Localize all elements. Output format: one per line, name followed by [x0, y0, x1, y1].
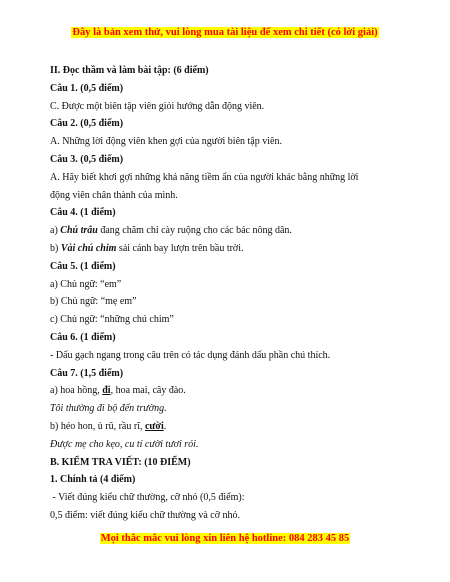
question-7-b-rest: . [163, 420, 167, 432]
question-1-label: Câu 1. (0,5 điểm) [50, 82, 124, 94]
dictation-criterion-1: - Viết đúng kiểu chữ thường, cỡ nhỏ (0,5 điểm): [50, 492, 245, 504]
question-7-label: Câu 7. (1,5 điểm) [50, 367, 124, 379]
question-2-answer: A. Những lời động viên khen gợi của người biên tập viên. [50, 136, 282, 148]
question-7-answer-b [50, 418, 405, 436]
preview-notice-text: Đây là bản xem thử, vui lòng mua tài liệu để xem chi tiết (có lời giải) [72, 27, 378, 38]
question-4-answer-a [50, 222, 405, 240]
hotline-notice-text: Mọi thắc mắc vui lòng xin liên hệ hotline: 084 283 45 85 [100, 533, 350, 544]
question-5-answer-c: c) Chủ ngữ: “những chú chim” [50, 314, 174, 326]
question-1-answer: C. Được một biên tập viên giỏi hướng dẫn động viên. [50, 100, 265, 112]
question-2-label: Câu 2. (0,5 điểm) [50, 118, 124, 130]
question-5-answer-b: b) Chủ ngữ: “mẹ em” [50, 296, 137, 308]
question-4-b-prefix: b) [50, 242, 61, 254]
question-7-answer-a [50, 382, 405, 400]
question-6-label: Câu 6. (1 điểm) [50, 331, 116, 343]
preview-notice [0, 27, 450, 38]
hotline-notice [0, 533, 450, 544]
question-4-a-rest: đang chăm chỉ cày ruộng cho các bác nông dân. [97, 225, 292, 237]
question-6-answer: - Dấu gạch ngang trong câu trên có tác dụng đánh dấu phần chú thích. [50, 349, 331, 361]
dictation-criterion-2: 0,5 điểm: viết đúng kiểu chữ thường và cỡ nhỏ. [50, 509, 240, 521]
question-7-b-prefix: b) héo hon, ủ rũ, rầu rĩ, [50, 420, 145, 432]
question-7-a-key: đi [102, 385, 111, 397]
question-4-a-prefix: a) [50, 225, 61, 237]
question-4-label: Câu 4. (1 điểm) [50, 207, 116, 219]
question-7-b-key: cười [144, 420, 164, 432]
question-7-a-prefix: a) hoa hồng, [50, 385, 103, 397]
question-4-b-rest: sải cánh bay lượn trên bầu trời. [116, 242, 244, 254]
question-3-answer-line-2: động viên chân thành của mình. [50, 189, 178, 201]
question-4-a-subject: Chú trâu [60, 225, 98, 237]
question-7-a-rest: , hoa mai, cây đào. [110, 385, 186, 397]
answer-key-content [50, 62, 405, 525]
dictation-title: 1. Chính tả (4 điểm) [50, 474, 136, 486]
writing-section-title: B. KIỂM TRA VIẾT: (10 ĐIỂM) [50, 456, 191, 468]
question-5-answer-a: a) Chủ ngữ: “em” [50, 278, 122, 290]
question-7-a-sentence: Tôi thường đi bộ đến trường. [50, 403, 167, 415]
question-3-label: Câu 3. (0,5 điểm) [50, 153, 124, 165]
question-5-label: Câu 5. (1 điểm) [50, 260, 116, 272]
section-title: II. Đọc thầm và làm bài tập: (6 điểm) [50, 65, 209, 76]
question-3-answer-line-1: A. Hãy biết khơi gợi những khả năng tiềm ẩn của người khác bằng những lời [50, 171, 359, 183]
question-4-b-subject: Vài chú chim [60, 242, 117, 254]
question-4-answer-b [50, 240, 405, 258]
question-7-b-sentence: Được mẹ cho kẹo, cu tí cười tươi rói. [50, 438, 199, 450]
